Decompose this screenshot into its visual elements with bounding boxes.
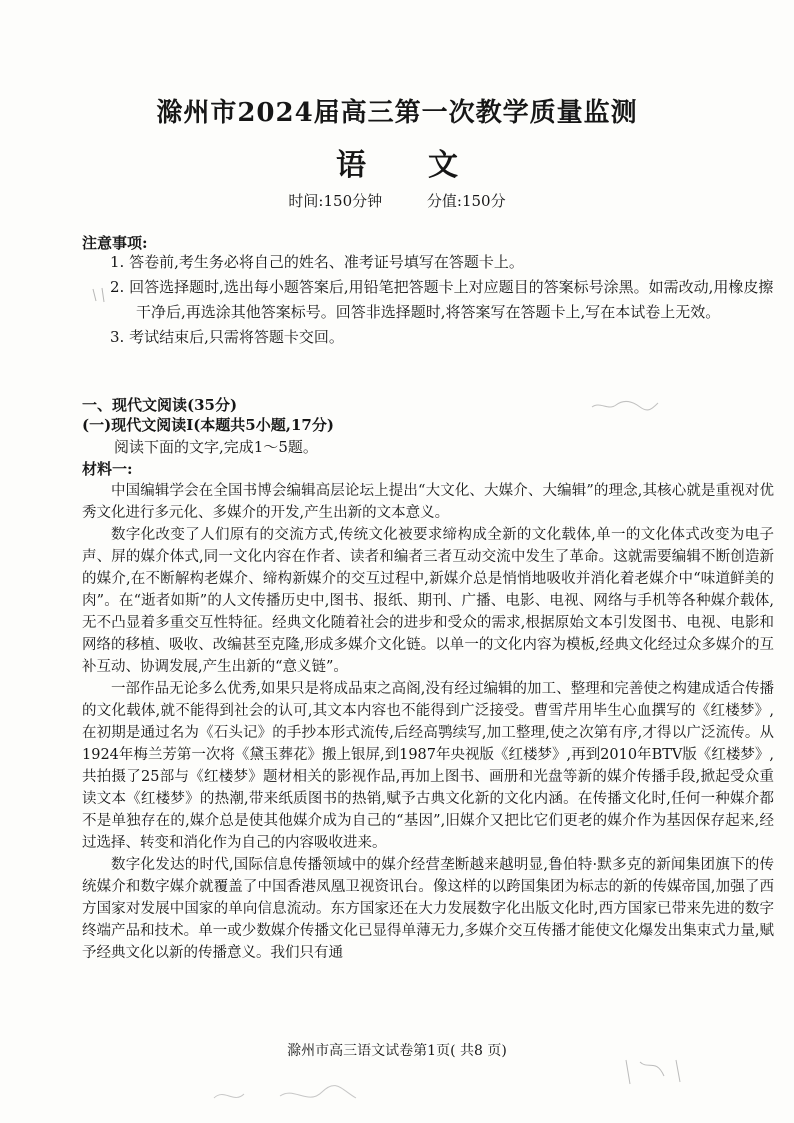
- subsection-heading: (一)现代文阅读Ⅰ(本题共5小题,17分): [82, 416, 334, 434]
- material-label: 材料一:: [82, 460, 133, 478]
- reading-passage: [82, 480, 774, 964]
- passage-paragraph: 一部作品无论多么优秀,如果只是将成品束之高阁,没有经过编辑的加工、整理和完善使之构建成适合传播的文化载体,就不能得到社会的认可,其文本内容也不能得到广泛接受。曹雪芹用毕生心血撰写的《红楼梦》,在初期是通过名为《石头记》的手抄本形式流传,后经高鹗续写,加工整理,使之次第有序,才得以广泛流传。从1924年梅兰芳第一次将《黛玉葬花》搬上银屏,到1987年央视版《红楼梦》,再到2010年BTV版《红楼梦》,共拍摄了25部与《红楼梦》题材相关的影视作品,再加上图书、画册和光盘等新的媒介传播手段,掀起受众重读文本《红楼梦》的热潮,带来纸质图书的热销,赋予古典文化新的文化内涵。在传播文化时,任何一种媒介都不是单独存在的,媒介总是使其他媒介成为自己的“基因”,旧媒介又把比它们更老的媒介作为基因保存起来,经过选择、转变和消化作为自己的内容吸收进来。: [82, 681, 774, 851]
- section-heading: 一、现代文阅读(35分): [82, 396, 238, 414]
- notice-heading: 注意事项:: [82, 234, 148, 252]
- page-footer: 滁州市高三语文试卷第1页( 共8 页): [287, 1043, 507, 1059]
- passage-paragraph: 数字化发达的时代,国际信息传播领域中的媒介经营垄断越来越明显,鲁伯特·默多克的新闻集团旗下的传统媒介和数字媒介就覆盖了中国香港凤凰卫视资讯台。像这样的以跨国集团为标志的新的传媒帝国,加强了西方国家对发展中国家的单向信息流动。东方国家还在大力发展数字化出版文化时,西方国家已带来先进的数字终端产品和技术。单一或少数媒介传播文化已显得单薄无力,多媒介交互传播才能使文化爆发出集束式力量,赋予经典文化以新的传播意义。我们只有通: [82, 857, 774, 961]
- pencil-scribble-mark: [90, 285, 114, 305]
- notice-list: [110, 250, 780, 350]
- exam-score: 分值:150分: [426, 192, 506, 210]
- notice-item: 1. 答卷前,考生务必将自己的姓名、准考证号填写在答题卡上。: [110, 253, 524, 271]
- notice-item: 3. 考试结束后,只需将答题卡交回。: [110, 328, 344, 346]
- passage-paragraph: 数字化改变了人们原有的交流方式,传统文化被要求缔构成全新的文化载体,单一的文化体式改变为电子声、屏的媒介体式,同一文化内容在作者、读者和编者三者互动交流中发生了革命。这就需要编辑不断创造新的媒介,在不断解构老媒介、缔构新媒介的交互过程中,新媒介总是悄悄地吸收并消化着老媒介中“味道鲜美的肉”。在“逝者如斯”的人文传播历史中,图书、报纸、期刊、广播、电影、电视、网络与手机等各种媒介载体,无不凸显着多重交互性特征。经典文化随着社会的进步和受众的需求,根据原始文本引发图书、电视、电影和网络的移植、吸收、改编甚至克隆,形成多媒介文化链。以单一的文化内容为模板,经典文化经过众多媒介的互补互动、协调发展,产生出新的“意义链”。: [82, 527, 774, 675]
- pencil-scribble-mark: [620, 1050, 700, 1090]
- notice-item: 2. 回答选择题时,选出每小题答案后,用铅笔把答题卡上对应题目的答案标号涂黑。如需改动,用橡皮擦干净后,再选涂其他答案标号。回答非选择题时,将答案写在答题卡上,写在本试卷上无效。: [110, 278, 774, 321]
- pencil-scribble-mark: [210, 1080, 360, 1110]
- time-score-line: [0, 190, 794, 211]
- passage-paragraph: 中国编辑学会在全国书博会编辑高层论坛上提出“大文化、大媒介、大编辑”的理念,其核心就是重视对优秀文化进行多元化、多媒介的开发,产生出新的文本意义。: [82, 483, 774, 521]
- exam-time: 时间:150分钟: [288, 192, 383, 210]
- pencil-scribble-mark: [590, 395, 660, 415]
- subject-title: 语文: [336, 148, 520, 183]
- reading-instruction: 阅读下面的文字,完成1～5题。: [114, 438, 318, 456]
- exam-title: 滁州市2024届高三第一次教学质量监测: [156, 98, 638, 128]
